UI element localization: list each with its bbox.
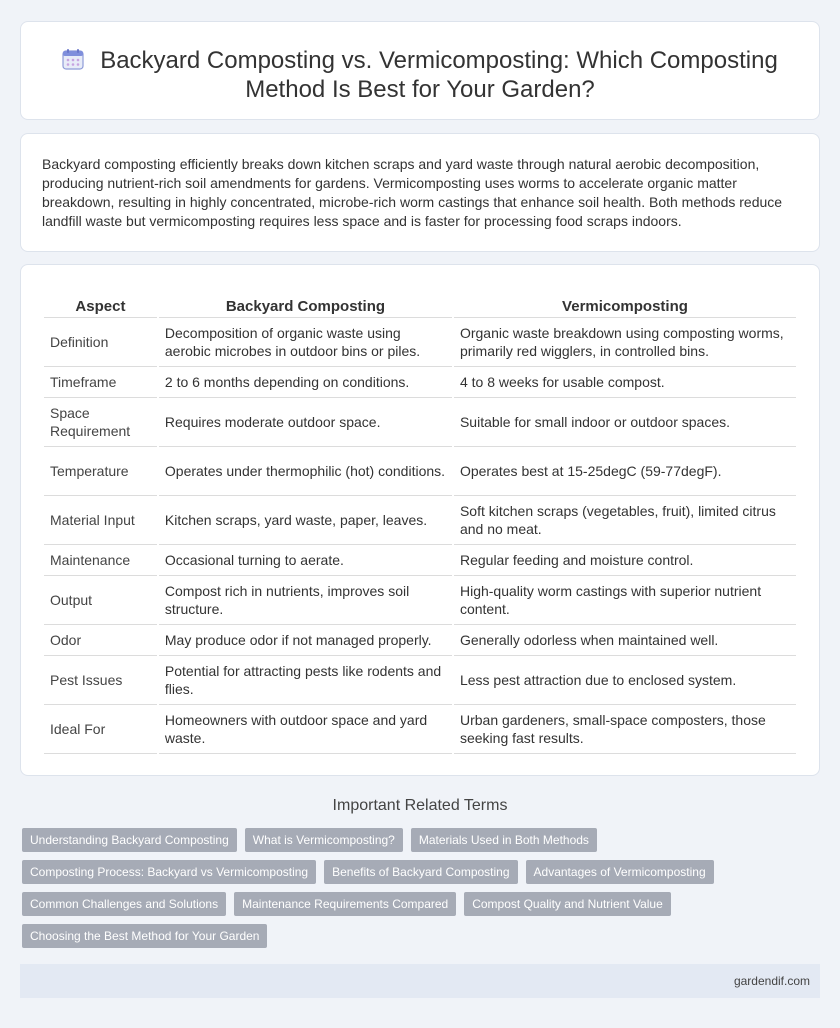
- aspect-cell: Maintenance: [44, 545, 157, 576]
- table-row: [44, 398, 796, 447]
- table-row: [44, 625, 796, 656]
- vermi-cell: Suitable for small indoor or outdoor spaces.: [454, 398, 796, 447]
- aspect-cell: Material Input: [44, 496, 157, 545]
- related-terms-title: Important Related Terms: [332, 797, 508, 814]
- backyard-cell: May produce odor if not managed properly.: [159, 625, 452, 656]
- tag-advantages-vermicomposting[interactable]: Advantages of Vermicomposting: [526, 860, 714, 884]
- table-header-row: [44, 296, 796, 318]
- vermi-cell: Operates best at 15-25degC (59-77degF).: [454, 447, 796, 496]
- related-terms-tags: [22, 828, 782, 956]
- backyard-cell: Decomposition of organic waste using aerobic microbes in outdoor bins or piles.: [159, 318, 452, 367]
- tag-benefits-backyard[interactable]: Benefits of Backyard Composting: [324, 860, 517, 884]
- page-title: Backyard Composting vs. Vermicomposting: Which Composting Method Is Best for Your Garden?: [100, 47, 778, 103]
- vermi-cell: Urban gardeners, small-space composters, those seeking fast results.: [454, 705, 796, 754]
- aspect-cell: Ideal For: [44, 705, 157, 754]
- tag-row: [22, 924, 782, 948]
- comparison-card: [20, 264, 820, 776]
- tag-understanding-backyard-composting[interactable]: Understanding Backyard Composting: [22, 828, 237, 852]
- aspect-cell: Space Requirement: [44, 398, 157, 447]
- aspect-cell: Timeframe: [44, 367, 157, 398]
- vermi-cell: Regular feeding and moisture control.: [454, 545, 796, 576]
- table-row: [44, 705, 796, 754]
- header-vermi: Vermicomposting: [454, 296, 796, 318]
- vermi-cell: Soft kitchen scraps (vegetables, fruit), limited citrus and no meat.: [454, 496, 796, 545]
- tag-row: [22, 828, 782, 852]
- table-row: [44, 576, 796, 625]
- page-title-wrap: [21, 46, 819, 104]
- backyard-cell: Compost rich in nutrients, improves soil structure.: [159, 576, 452, 625]
- header-backyard: Backyard Composting: [159, 296, 452, 318]
- backyard-cell: Kitchen scraps, yard waste, paper, leaves.: [159, 496, 452, 545]
- tag-maintenance-requirements[interactable]: Maintenance Requirements Compared: [234, 892, 456, 916]
- vermi-cell: 4 to 8 weeks for usable compost.: [454, 367, 796, 398]
- aspect-cell: Odor: [44, 625, 157, 656]
- summary-text: Backyard composting efficiently breaks down kitchen scraps and yard waste through natural aerobic decomposition, producing nutrient-rich soil amendments for gardens. Vermicomposting uses worms to accelerate organic matter breakdown, resulting in highly concentrated, microbe-rich worm castings that enhance soil health. Both methods reduce landfill waste but vermicomposting requires less space and is faster for processing food scraps indoors.: [42, 156, 783, 229]
- tag-row: [22, 860, 782, 884]
- table-row: [44, 447, 796, 496]
- backyard-cell: Requires moderate outdoor space.: [159, 398, 452, 447]
- aspect-cell: Pest Issues: [44, 656, 157, 705]
- vermi-cell: Less pest attraction due to enclosed system.: [454, 656, 796, 705]
- tag-choosing-best-method[interactable]: Choosing the Best Method for Your Garden: [22, 924, 267, 948]
- aspect-cell: Temperature: [44, 447, 157, 496]
- footer: [20, 964, 820, 998]
- vermi-cell: High-quality worm castings with superior nutrient content.: [454, 576, 796, 625]
- tag-row: [22, 892, 782, 916]
- tag-composting-process[interactable]: Composting Process: Backyard vs Vermicomposting: [22, 860, 316, 884]
- aspect-cell: Output: [44, 576, 157, 625]
- backyard-cell: Operates under thermophilic (hot) conditions.: [159, 447, 452, 496]
- calendar-icon: [62, 48, 84, 70]
- backyard-cell: Occasional turning to aerate.: [159, 545, 452, 576]
- vermi-cell: Generally odorless when maintained well.: [454, 625, 796, 656]
- aspect-cell: Definition: [44, 318, 157, 367]
- table-row: [44, 367, 796, 398]
- table-row: [44, 545, 796, 576]
- table-row: [44, 656, 796, 705]
- footer-site[interactable]: gardendif.com: [733, 974, 810, 988]
- summary-card: [20, 133, 820, 252]
- title-card: [20, 21, 820, 120]
- comparison-table: [42, 296, 798, 754]
- table-row: [44, 318, 796, 367]
- tag-materials-used[interactable]: Materials Used in Both Methods: [411, 828, 597, 852]
- tag-common-challenges[interactable]: Common Challenges and Solutions: [22, 892, 226, 916]
- backyard-cell: Potential for attracting pests like rodents and flies.: [159, 656, 452, 705]
- header-aspect: Aspect: [44, 296, 157, 318]
- backyard-cell: Homeowners with outdoor space and yard waste.: [159, 705, 452, 754]
- backyard-cell: 2 to 6 months depending on conditions.: [159, 367, 452, 398]
- tag-compost-quality[interactable]: Compost Quality and Nutrient Value: [464, 892, 671, 916]
- vermi-cell: Organic waste breakdown using composting worms, primarily red wigglers, in controlled bins.: [454, 318, 796, 367]
- table-row: [44, 496, 796, 545]
- tag-what-is-vermicomposting[interactable]: What is Vermicomposting?: [245, 828, 403, 852]
